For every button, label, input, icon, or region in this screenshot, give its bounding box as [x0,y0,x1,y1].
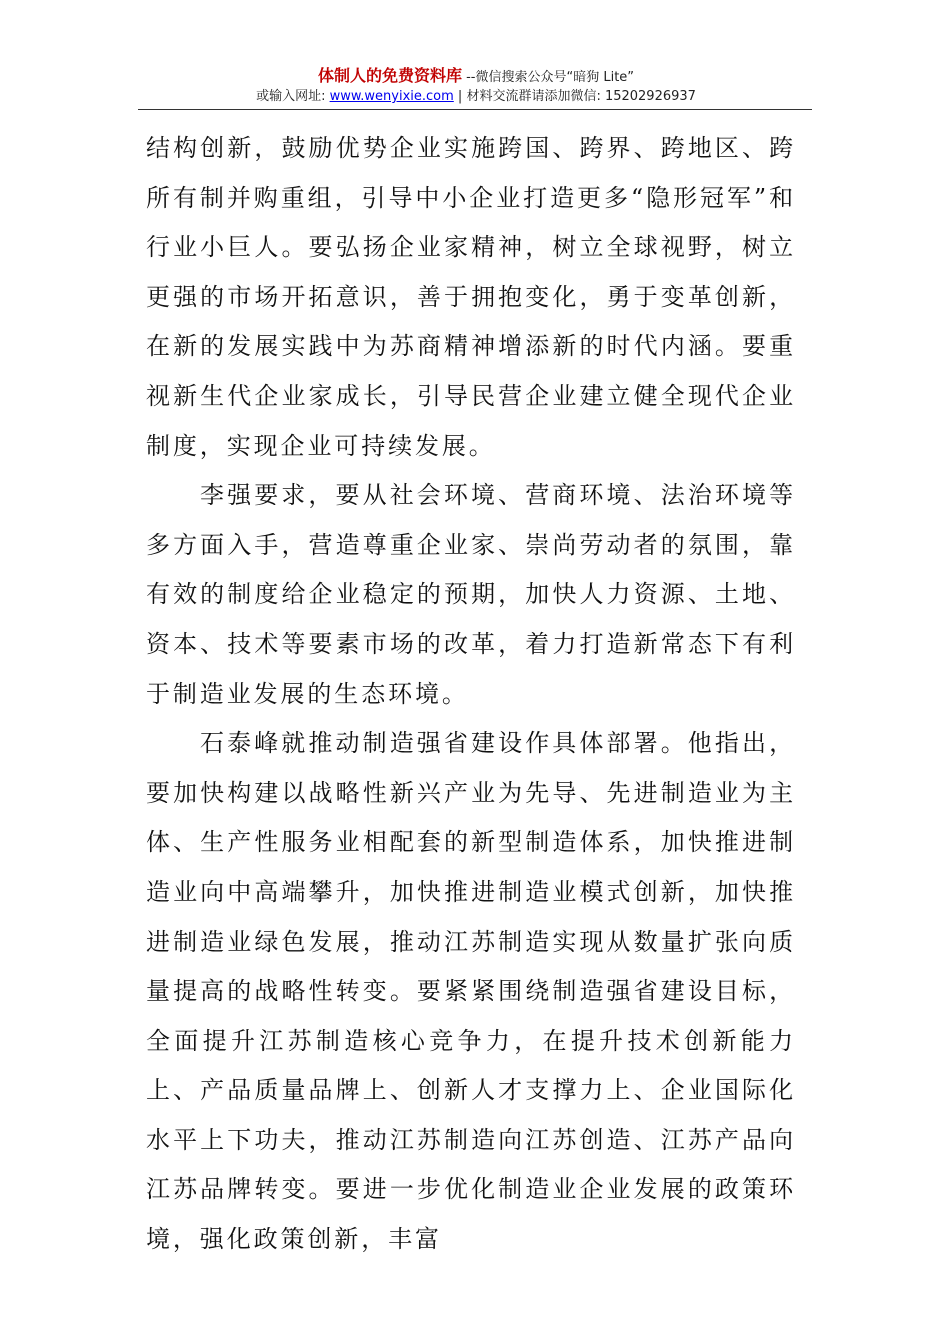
brand-title: 体制人的免费资料库 [317,66,462,85]
url-label: 或输入网址: [256,89,330,104]
wechat-contact: | 材料交流群请添加微信: 15202926937 [453,89,696,104]
paragraph-li-qiang: 李强要求，要从社会环境、营商环境、法治环境等多方面入手，营造尊重企业家、崇尚劳动者的氛围，靠有效的制度给企业稳定的预期，加快人力资源、土地、资本、技术等要素市场的改革，着力打造新常态下有利于制造业发展的生态环境。 [146,481,796,708]
header-subtitle: --微信搜索公众号“暗狗 Lite” [461,70,635,85]
paragraph-shi-taifeng: 石泰峰就推动制造强省建设作具体部署。他指出，要加快构建以战略性新兴产业为先导、先进制造业为主体、生产性服务业相配套的新型制造体系，加快推进制造业向中高端攀升，加快推进制造业模式创新，加快推进制造业绿色发展，推动江苏制造实现从数量扩张向质量提高的战略性转变。要紧紧围绕制造强省建设目标，全面提升江苏制造核心竞争力，在提升技术创新能力上、产品质量品牌上、创新人才支撑力上、企业国际化水平上下功夫，推动江苏制造向江苏创造、江苏产品向江苏品牌转变。要进一步优化制造业企业发展的政策环境，强化政策创新，丰富 [146,729,796,1254]
document-body [146,124,796,1265]
website-link[interactable]: www.wenyixie.com [329,89,454,104]
header-divider [138,109,812,110]
page-header [140,66,812,106]
header-title-line [140,66,812,88]
header-contact-line [140,88,812,106]
paragraph-continued: 结构创新，鼓励优势企业实施跨国、跨界、跨地区、跨所有制并购重组，引导中小企业打造更多“隐形冠军”和行业小巨人。要弘扬企业家精神，树立全球视野，树立更强的市场开拓意识，善于拥抱变化，勇于变革创新，在新的发展实践中为苏商精神增添新的时代内涵。要重视新生代企业家成长，引导民营企业建立健全现代企业制度，实现企业可持续发展。 [146,134,796,460]
